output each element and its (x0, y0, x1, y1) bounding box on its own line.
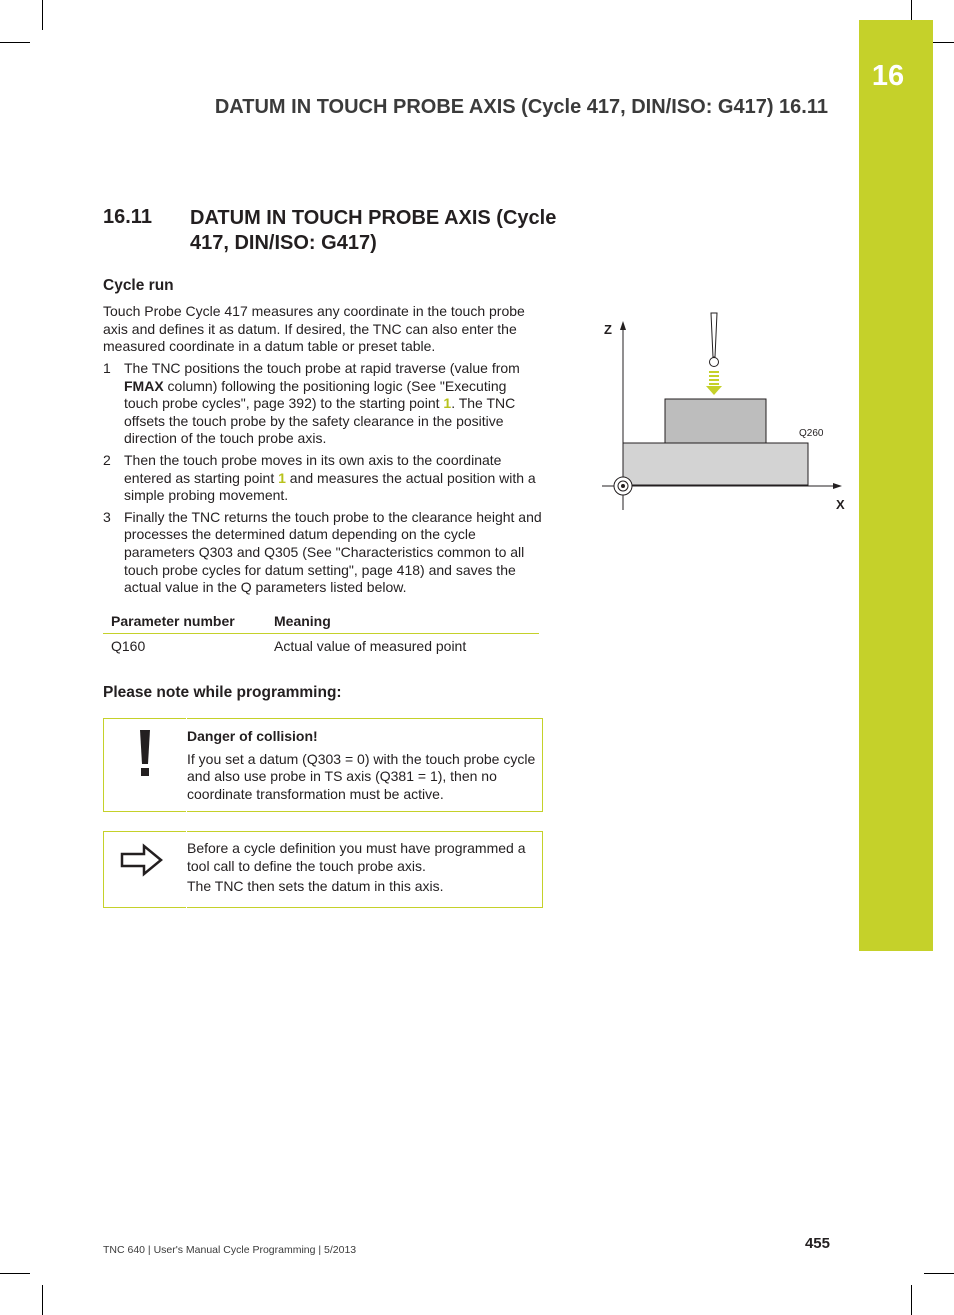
crop-mark (0, 42, 30, 43)
info-box (103, 831, 543, 908)
chapter-number: 16 (871, 60, 905, 92)
footer-text: TNC 640 | User's Manual Cycle Programming | 5/2013 (103, 1244, 357, 1256)
crop-mark (933, 42, 954, 43)
probe-diagram (590, 305, 860, 520)
chapter-tab (859, 20, 933, 951)
arrow-right-icon (120, 843, 164, 877)
workpiece-block (665, 399, 766, 443)
cycle-run-intro: Touch Probe Cycle 417 measures any coordinate in the touch probe axis and defines it as datum. If desired, the TNC can also enter the measured coordinate in a datum table or preset table. (103, 303, 525, 355)
probe-stylus (711, 313, 717, 357)
warning-text: If you set a datum (Q303 = 0) with the touch probe cycle and also use probe in TS axis (Q381 = 1), then no coordinate transformation must be active. (187, 750, 536, 802)
crop-mark (924, 1273, 954, 1274)
note-heading: Please note while programming: (103, 684, 342, 701)
list-item: 1 The TNC positions the touch probe at rapid traverse (value from FMAX column) following the positioning logic (See "Executing touch probe cycles", page 392) to the starting point 1. The TNC offsets the touch probe by the safety clearance in the positive direction of the touch probe axis. (103, 360, 520, 447)
table-row: Q160 Actual value of measured point (111, 638, 467, 654)
workpiece-base (623, 443, 808, 485)
crop-mark (0, 1273, 30, 1274)
crop-mark (911, 0, 912, 20)
info-line-2: The TNC then sets the datum in this axis. (187, 878, 444, 895)
section-number: 16.11 (103, 206, 152, 228)
steps-list (103, 360, 543, 601)
cycle-run-heading: Cycle run (103, 277, 174, 294)
list-item: 3 Finally the TNC returns the touch probe to the clearance height and processes the determined datum depending on the cycle parameters Q303 and Q305 (See "Characteristics common to all touch probe cycles for datum setting", page 418) and saves the actual value in the Q parameters listed below. (103, 508, 542, 596)
warning-box (103, 718, 543, 812)
section-title: DATUM IN TOUCH PROBE AXIS (Cycle 417, DIN/ISO: G417) (190, 207, 557, 254)
parameter-table (103, 610, 539, 658)
page-number: 455 (804, 1235, 830, 1252)
running-head: DATUM IN TOUCH PROBE AXIS (Cycle 417, DIN/ISO: G417) 16.11 (214, 96, 828, 118)
column-header: Meaning (266, 610, 539, 634)
z-axis-label: Z (604, 322, 612, 337)
column-header: Parameter number (103, 610, 266, 634)
crop-mark (42, 1285, 43, 1315)
probe-direction-arrow (706, 371, 722, 395)
info-line-1: Before a cycle definition you must have programmed a tool call to define the touch probe axis. (187, 840, 526, 874)
x-axis-label: X (836, 497, 845, 512)
crop-mark (42, 0, 43, 30)
crop-mark (911, 1285, 912, 1315)
warning-title: Danger of collision! (187, 728, 318, 744)
z-axis-arrow (620, 321, 626, 330)
probe-ball (710, 358, 719, 367)
x-axis-arrow (833, 483, 842, 489)
list-item: 2 Then the touch probe moves in its own axis to the coordinate entered as starting point 1 and measures the actual position with a simple probing movement. (103, 451, 536, 504)
exclamation-icon (137, 730, 153, 778)
q260-label: Q260 (799, 428, 824, 439)
